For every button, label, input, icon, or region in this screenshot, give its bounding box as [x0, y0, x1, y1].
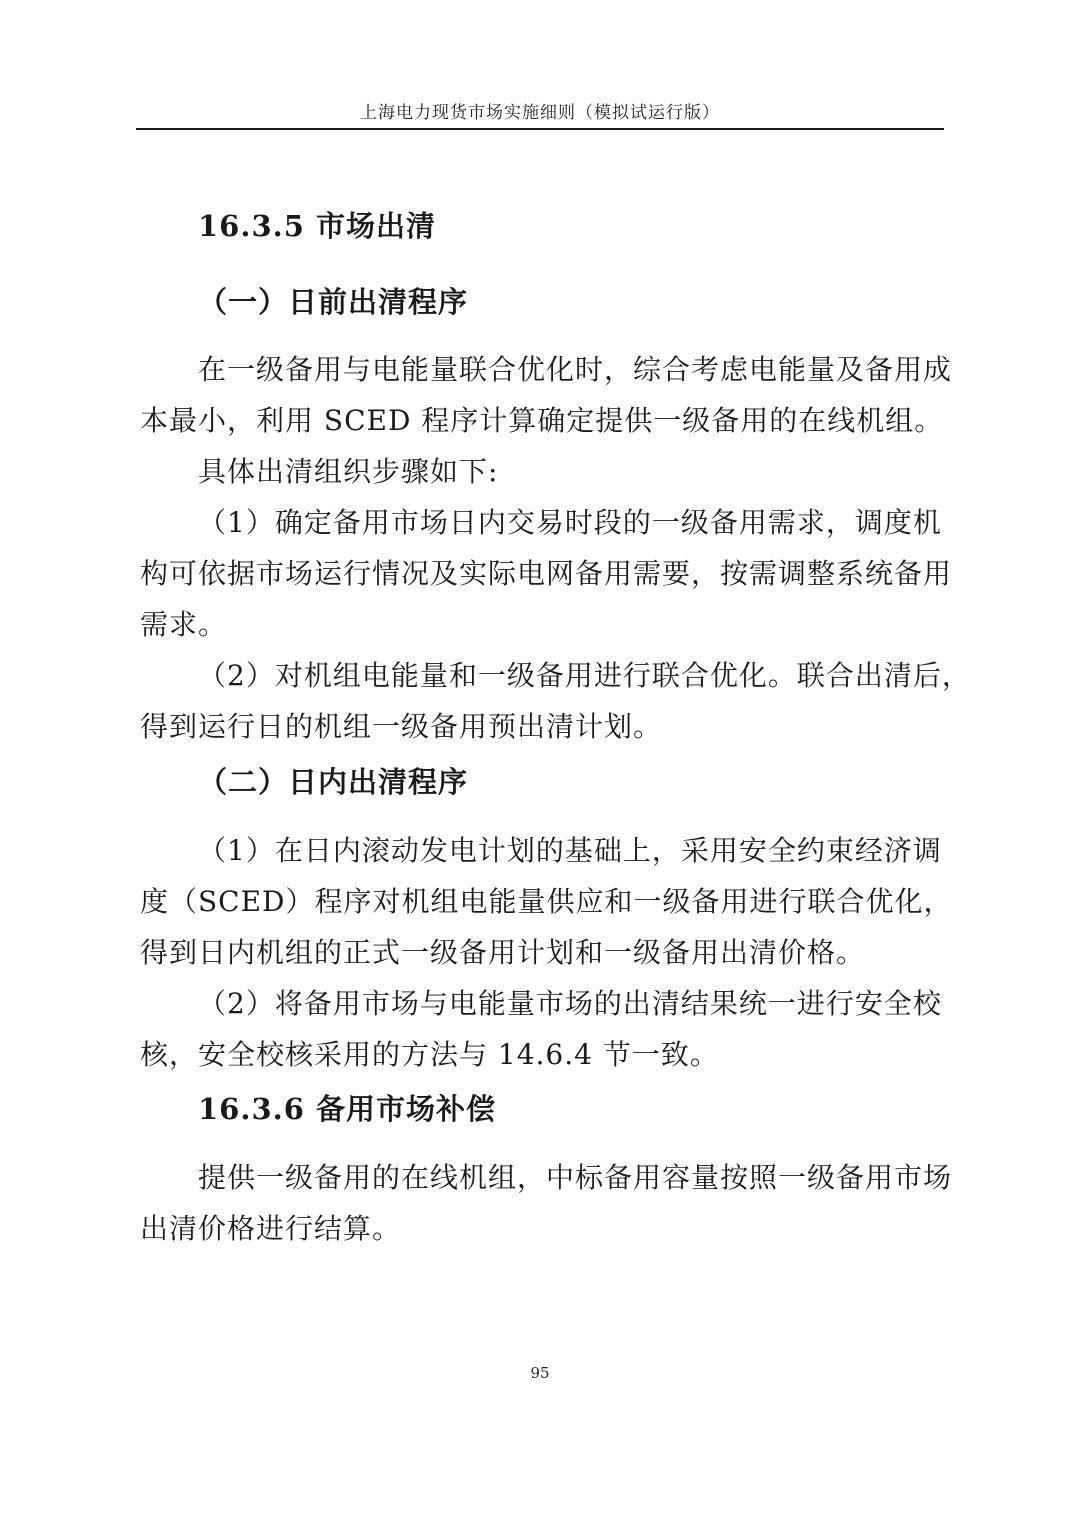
- paragraph-line: 需求。: [140, 608, 228, 641]
- subheading-intraday: （二）日内出清程序: [198, 765, 469, 799]
- paragraph-line: 本最小，利用 SCED 程序计算确定提供一级备用的在线机组。: [140, 404, 944, 437]
- paragraph-line: 核，安全校核采用的方法与 14.6.4 节一致。: [140, 1038, 719, 1071]
- paragraph-line: （2）将备用市场与电能量市场的出清结果统一进行安全校: [198, 987, 942, 1020]
- running-header: 上海电力现货市场实施细则（模拟试运行版）: [360, 103, 720, 123]
- paragraph-line: 得到运行日的机组一级备用预出清计划。: [140, 710, 663, 743]
- paragraph-line: 度（SCED）程序对机组电能量供应和一级备用进行联合优化，: [140, 885, 953, 918]
- paragraph-line: 出清价格进行结算。: [140, 1212, 402, 1245]
- paragraph-line: 在一级备用与电能量联合优化时，综合考虑电能量及备用成: [198, 353, 953, 386]
- paragraph-line: （2）对机组电能量和一级备用进行联合优化。联合出清后，: [198, 659, 971, 692]
- paragraph-line: 得到日内机组的正式一级备用计划和一级备用出清价格。: [140, 936, 866, 969]
- paragraph-line: 具体出清组织步骤如下:: [198, 455, 499, 488]
- paragraph-line: （1）确定备用市场日内交易时段的一级备用需求，调度机: [198, 506, 942, 539]
- page-number: 95: [530, 1364, 550, 1382]
- header-rule: [136, 128, 944, 130]
- paragraph-line: （1）在日内滚动发电计划的基础上，采用安全约束经济调: [198, 834, 942, 867]
- section-heading-16-3-5: 16.3.5 市场出清: [198, 209, 437, 243]
- section-heading-16-3-6: 16.3.6 备用市场补偿: [198, 1092, 497, 1126]
- paragraph-line: 构可依据市场运行情况及实际电网备用需要，按需调整系统备用: [140, 557, 953, 590]
- paragraph-line: 提供一级备用的在线机组，中标备用容量按照一级备用市场: [198, 1161, 953, 1194]
- subheading-day-ahead: （一）日前出清程序: [198, 285, 469, 319]
